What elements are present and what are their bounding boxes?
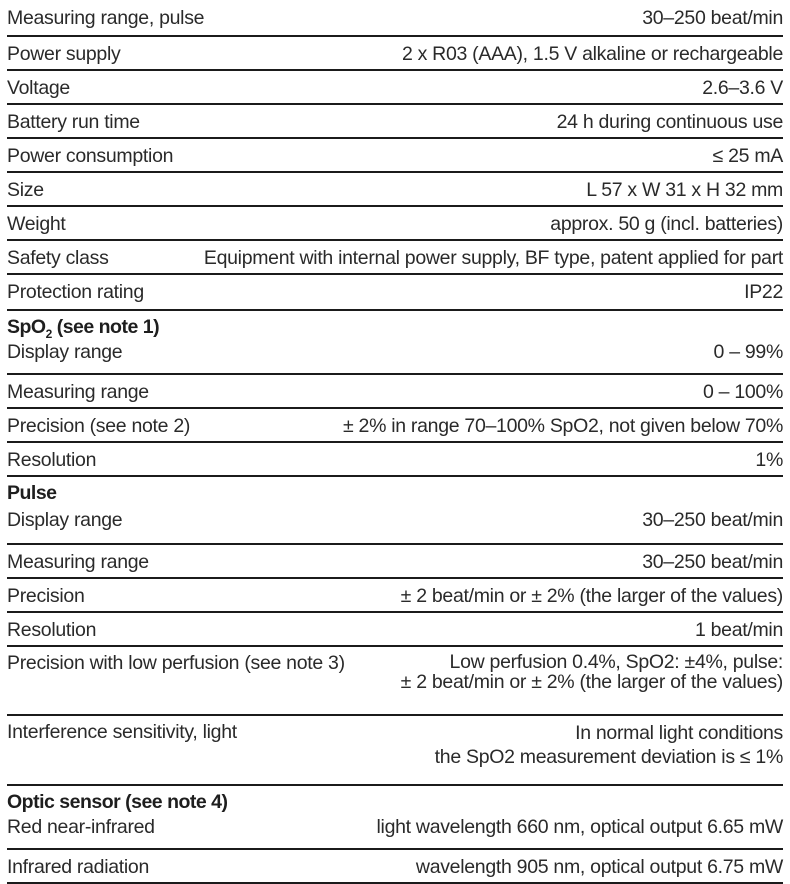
- spec-label: Power supply: [7, 43, 121, 65]
- spec-label: Voltage: [7, 77, 70, 99]
- spec-row: [7, 850, 783, 884]
- spec-value: light wavelength 660 nm, optical output 6.65 mW: [376, 816, 783, 838]
- spec-label: Battery run time: [7, 111, 140, 133]
- spec-label: Interference sensitivity, light: [7, 721, 237, 743]
- spec-value: ± 2% in range 70–100% SpO2, not given below 70%: [343, 415, 783, 437]
- spec-row: [7, 338, 783, 375]
- spec-value: 30–250 beat/min: [642, 551, 783, 573]
- spec-value: 30–250 beat/min: [642, 7, 783, 29]
- spec-value: 0 – 99%: [713, 341, 783, 363]
- spec-label: Resolution: [7, 619, 97, 641]
- spec-row: [7, 375, 783, 409]
- section-heading-spo2: SpO$_2$ (see note 1): [7, 316, 160, 341]
- spec-label: Precision (see note 2): [7, 415, 191, 437]
- spec-label: Protection rating: [7, 281, 144, 303]
- spec-value: 30–250 beat/min: [642, 509, 783, 531]
- spec-row: [7, 105, 783, 139]
- spec-row: [7, 443, 783, 477]
- spec-row: [7, 71, 783, 105]
- spec-label: Power consumption: [7, 145, 174, 167]
- spec-value: 24 h during continuous use: [556, 111, 783, 133]
- spec-row: [7, 613, 783, 647]
- spec-label: Safety class: [7, 247, 109, 269]
- spec-label: Infrared radiation: [7, 856, 150, 878]
- technical-data-table: [7, 0, 783, 884]
- spec-row: [7, 545, 783, 579]
- spec-value: L 57 x W 31 x H 32 mm: [586, 179, 783, 201]
- spec-row: [7, 207, 783, 241]
- spec-label: Measuring range, pulse: [7, 7, 205, 29]
- spec-value: 1%: [755, 449, 783, 471]
- spec-row: [7, 579, 783, 613]
- spec-row: [7, 409, 783, 443]
- spec-value: 1 beat/min: [694, 619, 783, 641]
- spec-label: Display range: [7, 341, 123, 363]
- spec-row-interference: [7, 716, 783, 786]
- spec-value: wavelength 905 nm, optical output 6.75 mW: [415, 856, 783, 878]
- spec-value: Equipment with internal power supply, BF type, patent applied for part: [203, 247, 783, 269]
- spec-value: Low perfusion 0.4%, SpO2: ±4%, pulse: ± 2 beat/min or ± 2% (the larger of the values): [400, 651, 783, 693]
- spec-row: [7, 173, 783, 207]
- spec-value: In normal light conditions the SpO2 measurement deviation is ≤ 1%: [434, 722, 783, 768]
- spec-label: Precision with low perfusion (see note 3): [7, 652, 345, 674]
- spec-row: [7, 37, 783, 71]
- spec-value: ± 2 beat/min or ± 2% (the larger of the values): [400, 585, 783, 607]
- spec-value: approx. 50 g (incl. batteries): [550, 213, 783, 235]
- spec-row: [7, 0, 783, 37]
- spec-label: Size: [7, 179, 44, 201]
- spec-label: Measuring range: [7, 381, 149, 403]
- spec-row: [7, 813, 783, 850]
- spec-value: 0 – 100%: [703, 381, 783, 403]
- spec-value: ≤ 25 mA: [712, 145, 783, 167]
- spec-label: Weight: [7, 213, 66, 235]
- spec-row-low-perfusion: [7, 647, 783, 716]
- spec-label: Red near-infrared: [7, 816, 155, 838]
- spec-value: 2.6–3.6 V: [702, 77, 783, 99]
- spec-label: Measuring range: [7, 551, 149, 573]
- spec-value: 2 x R03 (AAA), 1.5 V alkaline or rechargeable: [401, 43, 783, 65]
- spec-label: Display range: [7, 509, 123, 531]
- spec-value: IP22: [744, 281, 783, 303]
- section-heading-pulse: Pulse: [7, 482, 57, 504]
- section-heading-optic-sensor: Optic sensor (see note 4): [7, 791, 228, 813]
- spec-row: [7, 139, 783, 173]
- spec-label: Resolution: [7, 449, 97, 471]
- spec-label: Precision: [7, 585, 85, 607]
- spec-row: [7, 275, 783, 311]
- spec-row: [7, 241, 783, 275]
- spec-row: [7, 504, 783, 545]
